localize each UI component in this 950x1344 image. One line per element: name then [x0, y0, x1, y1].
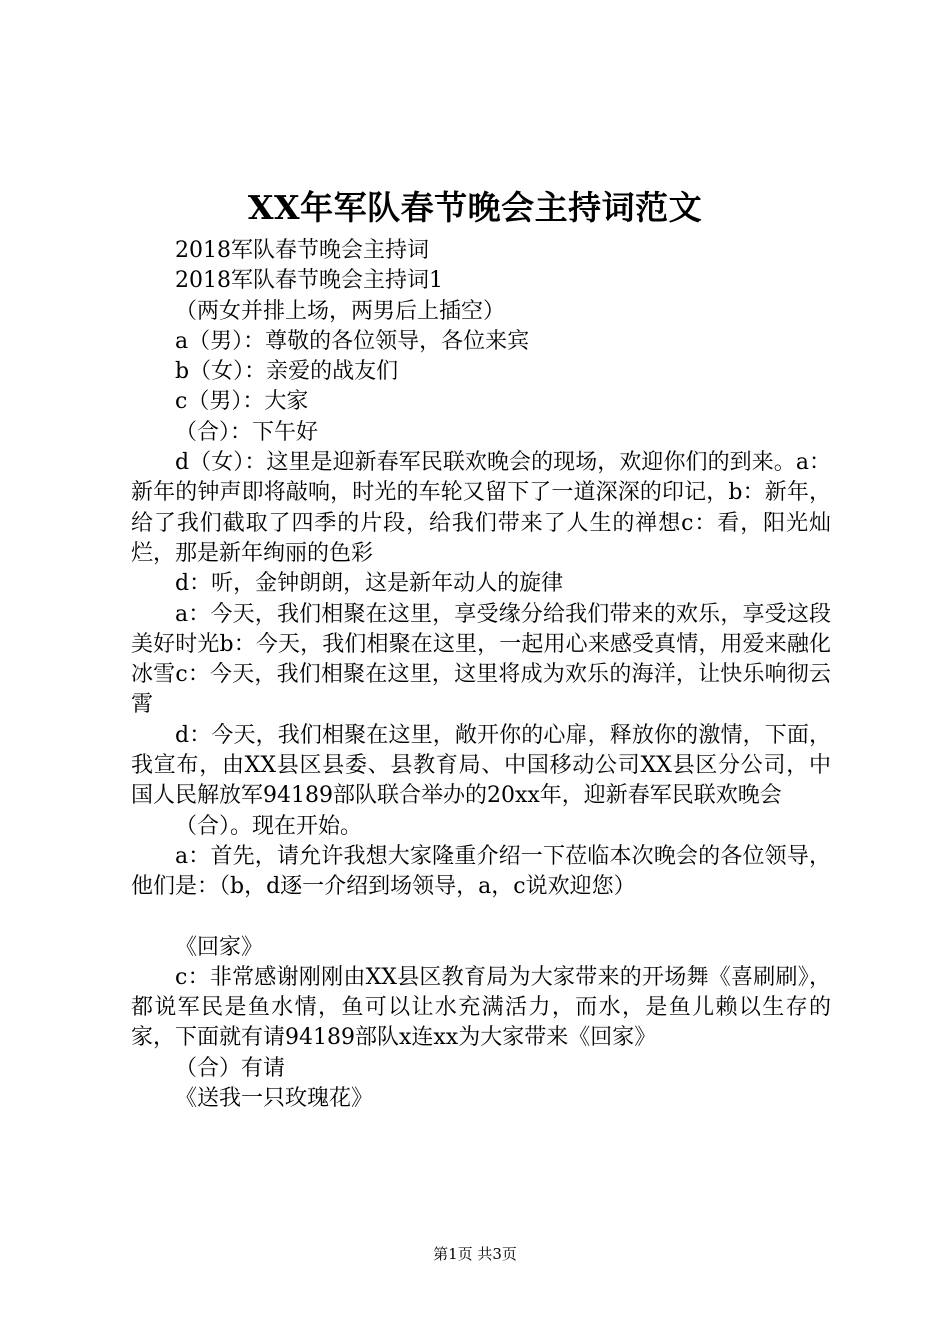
paragraph: （合）：下午好: [175, 419, 319, 445]
paragraph: （两女并排上场，两男后上插空）: [175, 298, 506, 324]
paragraph: c：非常感谢刚刚由XX县区教育局为大家带来的开场舞《喜刷刷》，都说军民是鱼水情，鱼可以让水充满活力，而水，是鱼儿赖以生存的家，下面就有请94189部队x连xx为大家带来《回家》: [131, 964, 831, 1051]
paragraph: b（女）：亲爱的战友们: [175, 359, 399, 385]
paragraph: d：今天，我们相聚在这里，敞开你的心扉，释放你的激情，下面，我宣布，由XX县区县委、县教育局、中国移动公司XX县区分公司，中国人民解放军94189部队联合举办的20xx年，迎新春军民联欢晚会: [131, 722, 831, 809]
paragraph: a：首先，请允许我想大家隆重介绍一下莅临本次晚会的各位领导，他们是：（b，d逐一介绍到场领导，a，c说欢迎您）: [131, 843, 831, 900]
paragraph: d（女）：这里是迎新春军民联欢晚会的现场，欢迎你们的到来。a：新年的钟声即将敲响，时光的车轮又留下了一道深深的印记，b：新年，给了我们截取了四季的片段，给我们带来了人生的禅想c：看，阳光灿烂，那是新年绚丽的色彩: [131, 450, 831, 566]
paragraph: c（男）：大家: [175, 389, 309, 415]
paragraph: 2018军队春节晚会主持词: [175, 238, 429, 263]
paragraph: 《送我一只玫瑰花》: [175, 1086, 374, 1112]
paragraph: a（男）：尊敬的各位领导，各位来宾: [175, 328, 530, 354]
paragraph: 2018军队春节晚会主持词1: [175, 268, 443, 294]
document-body: [131, 236, 831, 1114]
paragraph: d：听，金钟朗朗，这是新年动人的旋律: [175, 571, 564, 597]
paragraph: a：今天，我们相聚在这里，享受缘分给我们带来的欢乐，享受这段美好时光b：今天，我们相聚在这里，一起用心来感受真情，用爱来融化冰雪c：今天，我们相聚在这里，这里将成为欢乐的海洋，让快乐响彻云霄: [131, 601, 831, 718]
paragraph: （合）有请: [175, 1055, 286, 1081]
paragraph: 《回家》: [175, 934, 264, 960]
document-title: XX年军队春节晚会主持词范文: [247, 188, 703, 227]
page-footer: 第1页 共3页: [433, 1245, 517, 1263]
paragraph: （合）。现在开始。: [175, 813, 363, 839]
